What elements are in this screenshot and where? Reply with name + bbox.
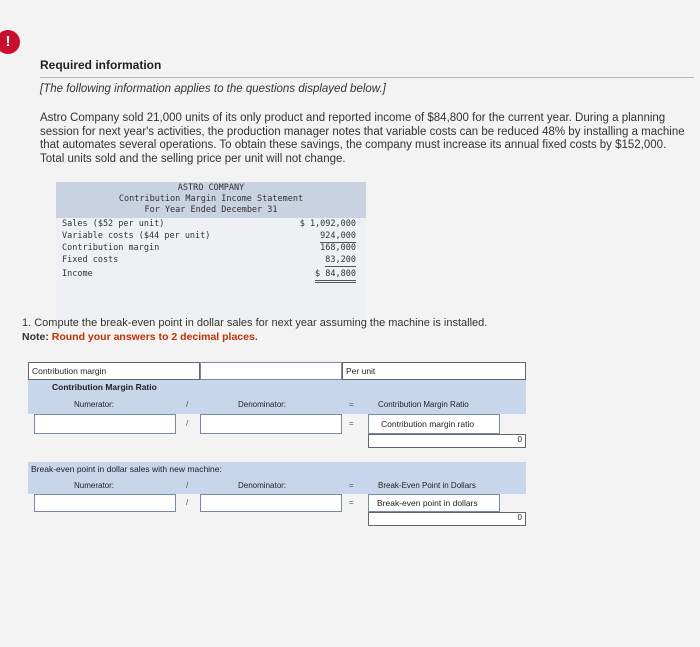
statement-label: Variable costs ($44 per unit) [62,231,211,241]
cm-denominator-input[interactable] [200,414,342,434]
exclamation-icon: ! [0,30,20,54]
statement-value: 83,200 [325,255,356,265]
numerator-label: Numerator: [74,481,115,490]
question-card [22,40,694,600]
statement-label: Income [62,269,93,279]
statement-label: Contribution margin [62,243,160,253]
question-note [22,331,258,343]
income-statement [56,182,366,320]
statement-value: $ 1,092,000 [299,219,356,229]
denominator-label: Denominator: [238,400,287,409]
be-result-label: Break-even point in dollars [368,494,500,512]
divide-symbol: / [186,498,189,507]
divide-symbol: / [186,400,189,409]
title-divider [40,77,694,78]
cm-numerator-input[interactable] [34,414,176,434]
cm-ratio-table [28,362,526,448]
statement-period: For Year Ended December 31 [144,205,278,215]
cm-ratio-section-title: Contribution Margin Ratio [28,380,526,394]
statement-row [56,242,366,254]
equals-symbol: = [349,419,354,428]
equals-symbol: = [349,498,354,507]
statement-value: 924,000 [320,231,356,241]
statement-label: Sales ($52 per unit) [62,219,165,229]
statement-company: ASTRO COMPANY [177,183,245,193]
break-even-section-title: Break-even point in dollar sales with new machine: [28,462,526,476]
note-text: Round your answers to 2 decimal places. [51,331,258,343]
per-unit-label: Per unit [342,362,526,380]
be-result-value: 0 [517,513,522,522]
statement-row [56,218,366,230]
statement-label: Fixed costs [62,255,119,265]
statement-name: Contribution Margin Income Statement [118,194,304,204]
cm-amount-input[interactable] [200,362,342,380]
cm-ratio-result-value: 0 [517,435,522,444]
statement-value: 168,000 [320,243,356,253]
statement-row [56,254,366,266]
page-title: Required information [40,58,162,72]
statement-row [56,230,366,242]
be-denominator-input[interactable] [200,494,342,512]
result-header: Break-Even Point in Dollars [378,481,476,490]
divide-symbol: / [186,481,189,490]
problem-paragraph: Astro Company sold 21,000 units of its only product and reported income of $84,800 for the current year. During a planning session for next year's activities, the production manager notes that variable costs can be reduced 48% by installing a machine that automates several operations. To obtain these savings, the company must increase its annual fixed costs by $152,000. Total units sold and the selling price per unit will not change. [40,112,685,165]
be-numerator-input[interactable] [34,494,176,512]
statement-row [56,268,366,280]
equals-symbol: = [349,481,354,490]
info-note: [The following information applies to the questions displayed below.] [40,83,386,95]
question-title: 1. Compute the break-even point in dollar sales for next year assuming the machine is installed. [22,317,488,329]
result-header: Contribution Margin Ratio [378,400,469,409]
statement-header [56,182,366,218]
equals-symbol: = [349,400,354,409]
numerator-label: Numerator: [74,400,115,409]
break-even-table [28,462,526,532]
divide-symbol: / [186,419,189,428]
statement-value: $ 84,800 [315,268,356,283]
cm-row-label: Contribution margin [28,362,200,380]
denominator-label: Denominator: [238,481,287,490]
cm-ratio-result-label: Contribution margin ratio [368,414,500,434]
note-prefix: Note: [22,331,49,343]
